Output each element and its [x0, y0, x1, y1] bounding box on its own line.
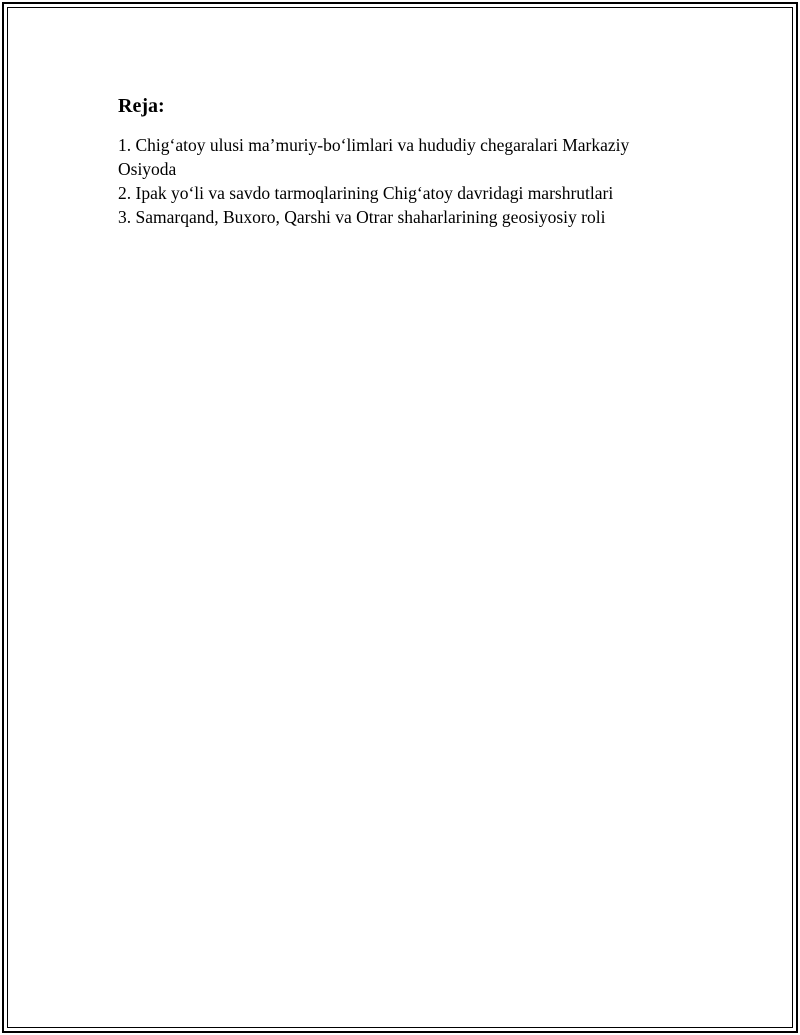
plan-item-2: 2. Ipak yo‘li va savdo tarmoqlarining Chig‘atoy davridagi marshrutlari	[118, 183, 614, 203]
plan-heading: Reja:	[118, 95, 165, 117]
plan-list	[118, 133, 678, 229]
plan-item-3: 3. Samarqand, Buxoro, Qarshi va Otrar shaharlarining geosiyosiy roli	[118, 207, 606, 227]
page-content	[118, 94, 678, 229]
plan-item-1: 1. Chig‘atoy ulusi ma’muriy-bo‘limlari va hududiy chegaralari Markaziy Osiyoda	[118, 135, 630, 179]
